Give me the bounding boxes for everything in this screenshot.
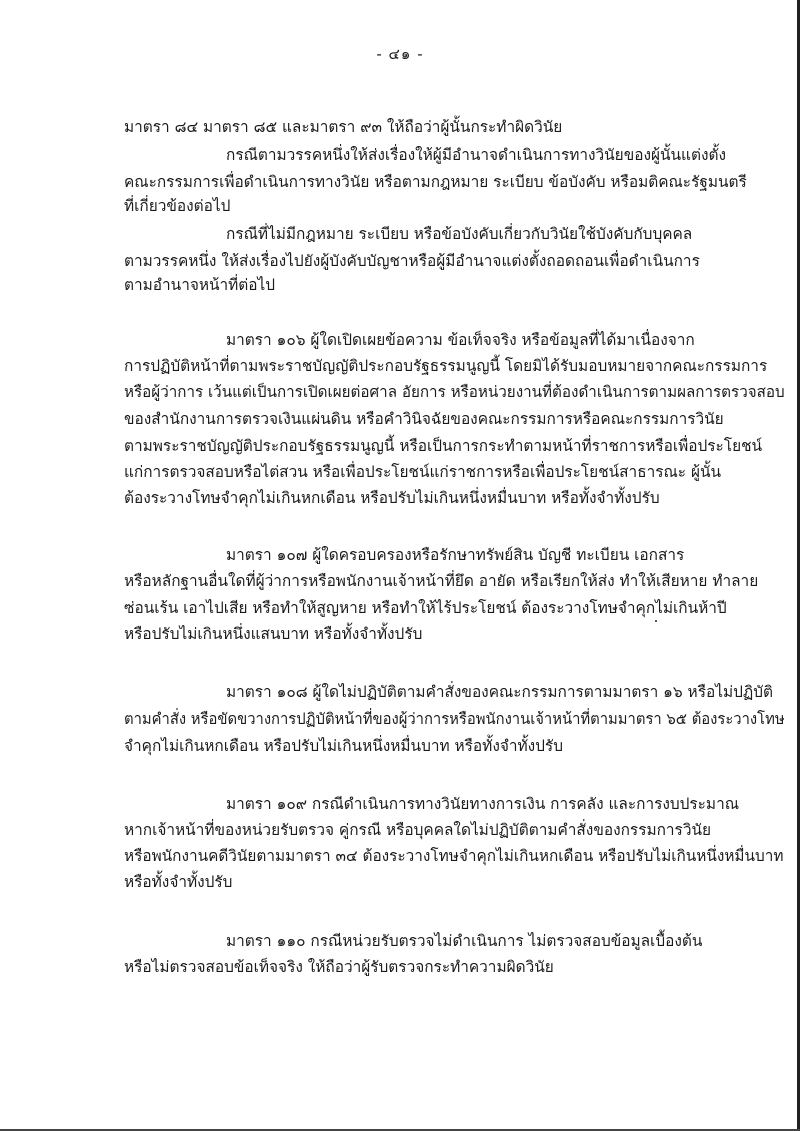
text-line: ต้องระวางโทษจำคุกไม่เกินหกเดือน หรือปรับไม่เกินหนึ่งหมื่นบาท หรือทั้งจำทั้งปรับ [124, 489, 660, 507]
text-line: คณะกรรมการเพื่อดำเนินการทางวินัย หรือตามกฎหมาย ระเบียบ ข้อบังคับ หรือมติคณะรัฐมนตรี [124, 173, 747, 191]
page-number: - ๔๑ - [376, 45, 424, 63]
text-line: หากเจ้าหน้าที่ของหน่วยรับตรวจ คู่กรณี หรือบุคคลใดไม่ปฏิบัติตามคำสั่งของกรรมการวินัย [124, 821, 712, 839]
text-line: การปฏิบัติหน้าที่ตามพระราชบัญญัติประกอบรัฐธรรมนูญนี้ โดยมิได้รับมอบหมายจากคณะกรรมการ [124, 357, 768, 375]
text-line: ตามพระราชบัญญัติประกอบรัฐธรรมนูญนี้ หรือเป็นการกระทำตามหน้าที่ราชการหรือเพื่อประโยชน์ [124, 437, 763, 455]
section-heading-106: มาตรา ๑๐๖ ผู้ใดเปิดเผยข้อความ ข้อเท็จจริง หรือข้อมูลที่ได้มาเนื่องจาก [226, 331, 695, 349]
text-line: หรือทั้งจำทั้งปรับ [124, 873, 233, 891]
text-line: แก่การตรวจสอบหรือไต่สวน หรือเพื่อประโยชน์แก่ราชการหรือเพื่อประโยชน์สาธารณะ ผู้นั้น [124, 463, 722, 481]
section-heading-110: มาตรา ๑๑๐ กรณีหน่วยรับตรวจไม่ดำเนินการ ไม่ตรวจสอบข้อมูลเบื้องต้น [226, 932, 703, 950]
text-line: ตามอำนาจหน้าที่ต่อไป [124, 276, 276, 294]
text-line: ตามวรรคหนึ่ง ให้ส่งเรื่องไปยังผู้บังคับบัญชาหรือผู้มีอำนาจแต่งตั้งถอดถอนเพื่อดำเนินการ [124, 252, 700, 270]
text-line: จำคุกไม่เกินหกเดือน หรือปรับไม่เกินหนึ่งหมื่นบาท หรือทั้งจำทั้งปรับ [124, 737, 563, 755]
text-line: กรณีตามวรรคหนึ่งให้ส่งเรื่องให้ผู้มีอำนาจดำเนินการทางวินัยของผู้นั้นแต่งตั้ง [226, 146, 726, 164]
text-line: หรือผู้ว่าการ เว้นแต่เป็นการเปิดเผยต่อศาล อัยการ หรือหน่วยงานที่ต้องดำเนินการตามผลการตรวจสอบ [124, 383, 785, 401]
text-line: มาตรา ๘๔ มาตรา ๘๕ และมาตรา ๙๓ ให้ถือว่าผู้นั้นกระทำผิดวินัย [124, 118, 563, 136]
text-line: ซ่อนเร้น เอาไปเสีย หรือทำให้สูญหาย หรือทำให้ไร้ประโยชน์ ต้องระวางโทษจำคุกไม่เกินห้าปี [124, 599, 727, 617]
scan-speck [655, 620, 657, 622]
section-heading-109: มาตรา ๑๐๙ กรณีดำเนินการทางวินัยทางการเงิน การคลัง และการงบประมาณ [226, 795, 740, 813]
text-line: ที่เกี่ยวข้องต่อไป [124, 197, 231, 215]
text-line: กรณีที่ไม่มีกฎหมาย ระเบียบ หรือข้อบังคับเกี่ยวกับวินัยใช้บังคับกับบุคคล [226, 225, 693, 243]
text-line: ตามคำสั่ง หรือขัดขวางการปฏิบัติหน้าที่ของผู้ว่าการหรือพนักงานเจ้าหน้าที่ตามมาตรา ๖๕ ต้องระวางโทษ [124, 710, 785, 728]
section-heading-108: มาตรา ๑๐๘ ผู้ใดไม่ปฏิบัติตามคำสั่งของคณะกรรมการตามมาตรา ๑๖ หรือไม่ปฏิบัติ [226, 683, 773, 701]
text-line: หรือไม่ตรวจสอบข้อเท็จจริง ให้ถือว่าผู้รับตรวจกระทำความผิดวินัย [124, 958, 554, 976]
text-line: หรือปรับไม่เกินหนึ่งแสนบาท หรือทั้งจำทั้งปรับ [124, 625, 423, 643]
text-line: หรือหลักฐานอื่นใดที่ผู้ว่าการหรือพนักงานเจ้าหน้าที่ยึด อายัด หรือเรียกให้ส่ง ทำให้เสียหาย ทำลาย [124, 572, 759, 590]
text-line: ของสำนักงานการตรวจเงินแผ่นดิน หรือคำวินิจฉัยของคณะกรรมการหรือคณะกรรมการวินัย [124, 410, 724, 428]
section-heading-107: มาตรา ๑๐๗ ผู้ใดครอบครองหรือรักษาทรัพย์สิน บัญชี ทะเบียน เอกสาร [226, 546, 685, 564]
text-line: หรือพนักงานคดีวินัยตามมาตรา ๓๔ ต้องระวางโทษจำคุกไม่เกินหกเดือน หรือปรับไม่เกินหนึ่งหมื่นบาท [124, 847, 784, 865]
